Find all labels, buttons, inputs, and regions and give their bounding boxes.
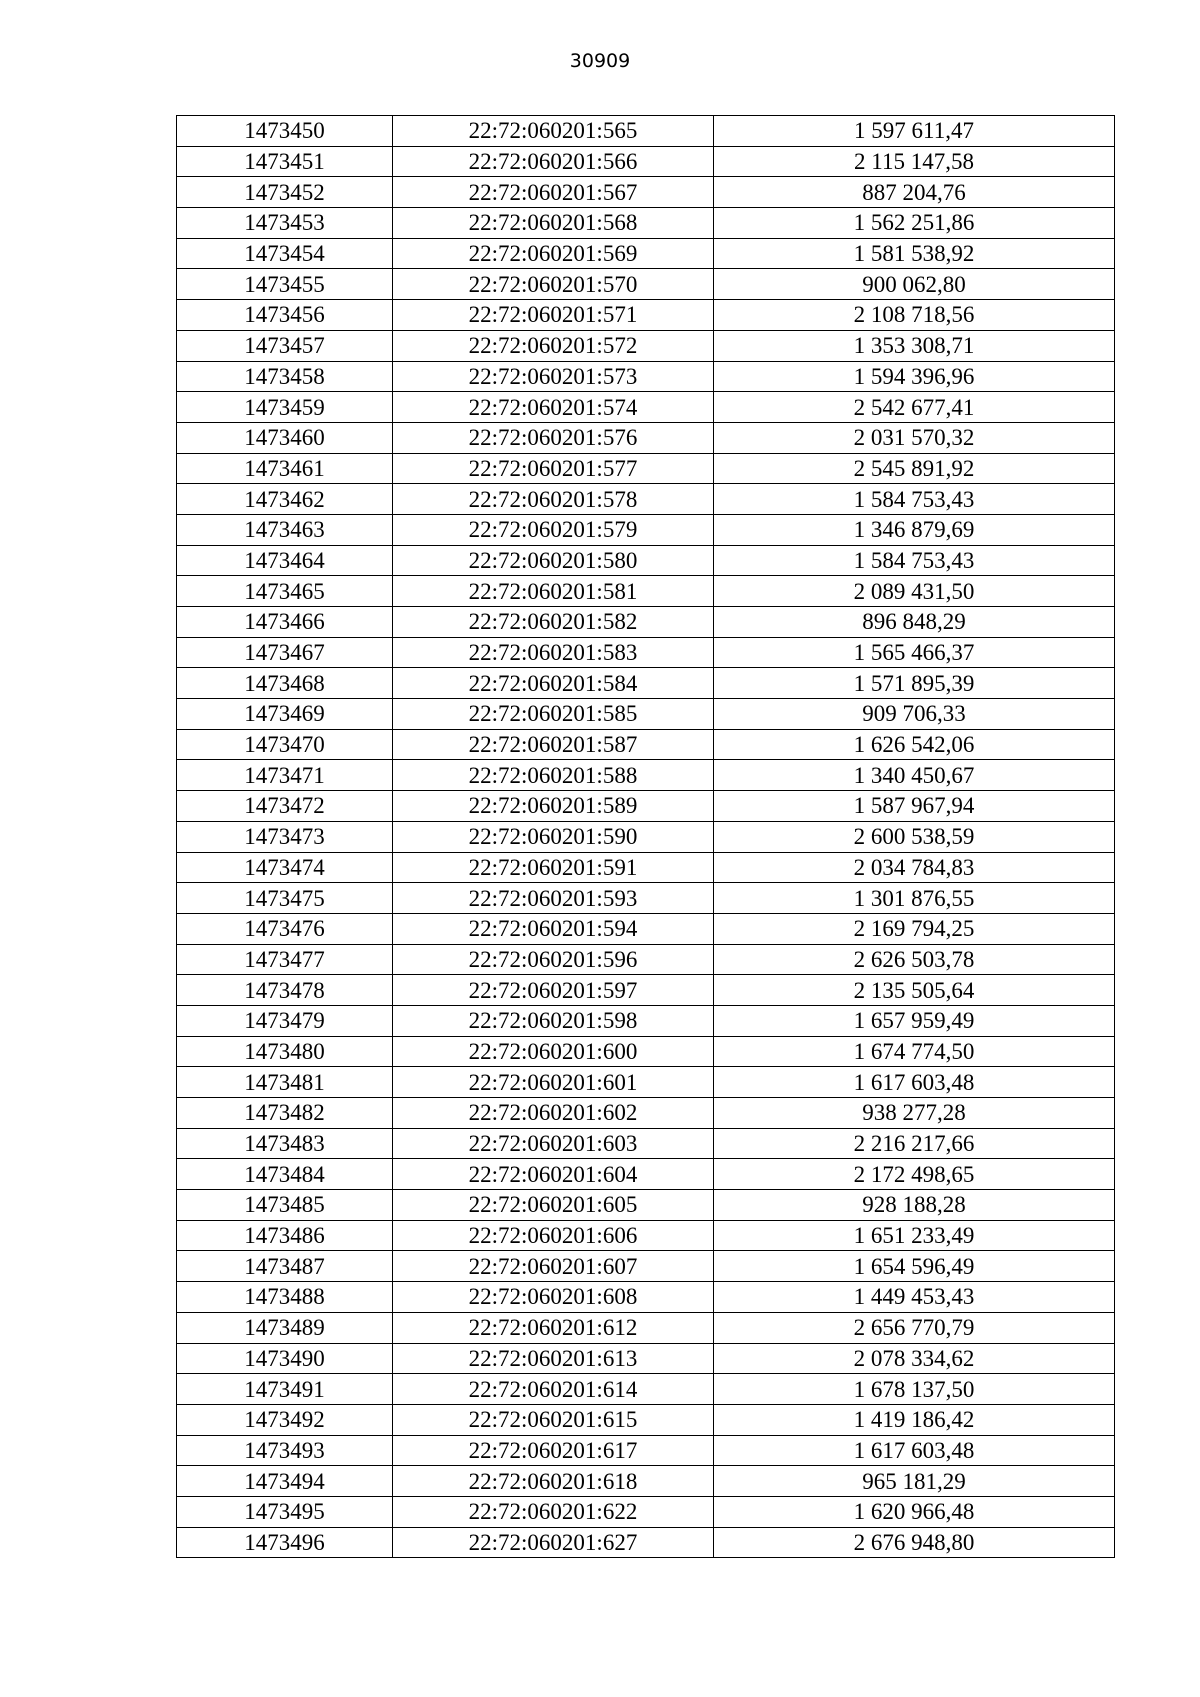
cadastral-number-cell: 22:72:060201:607 xyxy=(393,1251,714,1282)
cadastral-number-cell: 22:72:060201:612 xyxy=(393,1312,714,1343)
cadastral-value-cell: 2 108 718,56 xyxy=(714,300,1115,331)
cadastral-value-cell: 2 034 784,83 xyxy=(714,852,1115,883)
table-row xyxy=(177,821,1115,852)
row-number-cell: 1473458 xyxy=(177,361,393,392)
row-number-cell: 1473462 xyxy=(177,484,393,515)
cadastral-number-cell: 22:72:060201:566 xyxy=(393,146,714,177)
cadastral-value-cell: 1 587 967,94 xyxy=(714,791,1115,822)
table-body xyxy=(177,116,1115,1558)
cadastral-number-cell: 22:72:060201:577 xyxy=(393,453,714,484)
row-number-cell: 1473466 xyxy=(177,607,393,638)
cadastral-value-cell: 928 188,28 xyxy=(714,1190,1115,1221)
table-row xyxy=(177,116,1115,147)
table-row xyxy=(177,883,1115,914)
row-number-cell: 1473480 xyxy=(177,1036,393,1067)
table-row xyxy=(177,699,1115,730)
cadastral-number-cell: 22:72:060201:576 xyxy=(393,422,714,453)
table-row xyxy=(177,1159,1115,1190)
table-row xyxy=(177,1036,1115,1067)
cadastral-value-cell: 1 581 538,92 xyxy=(714,238,1115,269)
cadastral-value-cell: 1 346 879,69 xyxy=(714,514,1115,545)
table-row xyxy=(177,791,1115,822)
row-number-cell: 1473486 xyxy=(177,1220,393,1251)
cadastral-value-cell: 2 542 677,41 xyxy=(714,392,1115,423)
cadastral-number-cell: 22:72:060201:580 xyxy=(393,545,714,576)
table-row xyxy=(177,177,1115,208)
table-row xyxy=(177,484,1115,515)
cadastral-value-cell: 1 678 137,50 xyxy=(714,1374,1115,1405)
cadastral-number-cell: 22:72:060201:568 xyxy=(393,208,714,239)
row-number-cell: 1473478 xyxy=(177,975,393,1006)
cadastral-number-cell: 22:72:060201:593 xyxy=(393,883,714,914)
cadastral-number-cell: 22:72:060201:596 xyxy=(393,944,714,975)
cadastral-number-cell: 22:72:060201:582 xyxy=(393,607,714,638)
row-number-cell: 1473475 xyxy=(177,883,393,914)
cadastral-value-cell: 1 419 186,42 xyxy=(714,1404,1115,1435)
table-row xyxy=(177,238,1115,269)
row-number-cell: 1473483 xyxy=(177,1128,393,1159)
cadastral-number-cell: 22:72:060201:618 xyxy=(393,1466,714,1497)
table-row xyxy=(177,330,1115,361)
table-row xyxy=(177,668,1115,699)
row-number-cell: 1473468 xyxy=(177,668,393,699)
table-row xyxy=(177,607,1115,638)
cadastral-value-cell: 887 204,76 xyxy=(714,177,1115,208)
row-number-cell: 1473465 xyxy=(177,576,393,607)
cadastral-number-cell: 22:72:060201:567 xyxy=(393,177,714,208)
cadastral-number-cell: 22:72:060201:603 xyxy=(393,1128,714,1159)
cadastral-value-cell: 2 172 498,65 xyxy=(714,1159,1115,1190)
table-row xyxy=(177,760,1115,791)
cadastral-value-cell: 900 062,80 xyxy=(714,269,1115,300)
cadastral-number-cell: 22:72:060201:572 xyxy=(393,330,714,361)
table-row xyxy=(177,545,1115,576)
row-number-cell: 1473494 xyxy=(177,1466,393,1497)
cadastral-value-cell: 2 216 217,66 xyxy=(714,1128,1115,1159)
table-row xyxy=(177,1098,1115,1129)
cadastral-number-cell: 22:72:060201:614 xyxy=(393,1374,714,1405)
cadastral-value-cell: 1 674 774,50 xyxy=(714,1036,1115,1067)
table-row xyxy=(177,1128,1115,1159)
row-number-cell: 1473454 xyxy=(177,238,393,269)
cadastral-value-cell: 1 301 876,55 xyxy=(714,883,1115,914)
cadastral-number-cell: 22:72:060201:594 xyxy=(393,913,714,944)
cadastral-value-cell: 1 340 450,67 xyxy=(714,760,1115,791)
table-row xyxy=(177,1220,1115,1251)
cadastral-value-cell: 2 031 570,32 xyxy=(714,422,1115,453)
table-row xyxy=(177,1435,1115,1466)
cadastral-value-cell: 2 078 334,62 xyxy=(714,1343,1115,1374)
row-number-cell: 1473456 xyxy=(177,300,393,331)
cadastral-value-cell: 1 449 453,43 xyxy=(714,1282,1115,1313)
cadastral-value-cell: 1 617 603,48 xyxy=(714,1067,1115,1098)
row-number-cell: 1473453 xyxy=(177,208,393,239)
table-row xyxy=(177,913,1115,944)
cadastral-number-cell: 22:72:060201:581 xyxy=(393,576,714,607)
cadastral-value-cell: 2 115 147,58 xyxy=(714,146,1115,177)
row-number-cell: 1473492 xyxy=(177,1404,393,1435)
cadastral-number-cell: 22:72:060201:602 xyxy=(393,1098,714,1129)
row-number-cell: 1473451 xyxy=(177,146,393,177)
row-number-cell: 1473463 xyxy=(177,514,393,545)
cadastral-number-cell: 22:72:060201:578 xyxy=(393,484,714,515)
cadastral-value-cell: 2 135 505,64 xyxy=(714,975,1115,1006)
cadastral-value-cell: 2 656 770,79 xyxy=(714,1312,1115,1343)
table-row xyxy=(177,1466,1115,1497)
table-row xyxy=(177,975,1115,1006)
table-row xyxy=(177,1343,1115,1374)
cadastral-number-cell: 22:72:060201:617 xyxy=(393,1435,714,1466)
cadastral-value-cell: 1 562 251,86 xyxy=(714,208,1115,239)
row-number-cell: 1473455 xyxy=(177,269,393,300)
row-number-cell: 1473473 xyxy=(177,821,393,852)
table-row xyxy=(177,208,1115,239)
cadastral-number-cell: 22:72:060201:606 xyxy=(393,1220,714,1251)
row-number-cell: 1473459 xyxy=(177,392,393,423)
table-row xyxy=(177,729,1115,760)
cadastral-value-cell: 1 654 596,49 xyxy=(714,1251,1115,1282)
row-number-cell: 1473493 xyxy=(177,1435,393,1466)
cadastral-value-cell: 1 353 308,71 xyxy=(714,330,1115,361)
row-number-cell: 1473491 xyxy=(177,1374,393,1405)
cadastral-value-cell: 1 657 959,49 xyxy=(714,1005,1115,1036)
row-number-cell: 1473485 xyxy=(177,1190,393,1221)
row-number-cell: 1473471 xyxy=(177,760,393,791)
cadastral-number-cell: 22:72:060201:570 xyxy=(393,269,714,300)
row-number-cell: 1473450 xyxy=(177,116,393,147)
table-row xyxy=(177,453,1115,484)
row-number-cell: 1473457 xyxy=(177,330,393,361)
cadastral-value-cell: 1 565 466,37 xyxy=(714,637,1115,668)
cadastral-number-cell: 22:72:060201:597 xyxy=(393,975,714,1006)
cadastral-value-cell: 1 584 753,43 xyxy=(714,484,1115,515)
row-number-cell: 1473488 xyxy=(177,1282,393,1313)
cadastral-number-cell: 22:72:060201:585 xyxy=(393,699,714,730)
row-number-cell: 1473460 xyxy=(177,422,393,453)
table-row xyxy=(177,422,1115,453)
cadastral-number-cell: 22:72:060201:613 xyxy=(393,1343,714,1374)
cadastral-value-cell: 1 617 603,48 xyxy=(714,1435,1115,1466)
cadastral-number-cell: 22:72:060201:589 xyxy=(393,791,714,822)
row-number-cell: 1473452 xyxy=(177,177,393,208)
row-number-cell: 1473489 xyxy=(177,1312,393,1343)
cadastral-number-cell: 22:72:060201:579 xyxy=(393,514,714,545)
cadastral-value-cell: 2 089 431,50 xyxy=(714,576,1115,607)
row-number-cell: 1473472 xyxy=(177,791,393,822)
cadastral-number-cell: 22:72:060201:627 xyxy=(393,1527,714,1558)
table-row xyxy=(177,1282,1115,1313)
cadastral-value-cell: 1 594 396,96 xyxy=(714,361,1115,392)
table-row xyxy=(177,361,1115,392)
row-number-cell: 1473496 xyxy=(177,1527,393,1558)
table-row xyxy=(177,1067,1115,1098)
row-number-cell: 1473484 xyxy=(177,1159,393,1190)
cadastral-number-cell: 22:72:060201:598 xyxy=(393,1005,714,1036)
row-number-cell: 1473490 xyxy=(177,1343,393,1374)
table-row xyxy=(177,146,1115,177)
table-row xyxy=(177,1190,1115,1221)
cadastral-value-cell: 896 848,29 xyxy=(714,607,1115,638)
table-row xyxy=(177,1527,1115,1558)
row-number-cell: 1473482 xyxy=(177,1098,393,1129)
row-number-cell: 1473467 xyxy=(177,637,393,668)
cadastral-number-cell: 22:72:060201:571 xyxy=(393,300,714,331)
table-row xyxy=(177,1496,1115,1527)
row-number-cell: 1473479 xyxy=(177,1005,393,1036)
row-number-cell: 1473487 xyxy=(177,1251,393,1282)
row-number-cell: 1473495 xyxy=(177,1496,393,1527)
cadastral-value-cell: 2 169 794,25 xyxy=(714,913,1115,944)
row-number-cell: 1473476 xyxy=(177,913,393,944)
table-row xyxy=(177,269,1115,300)
cadastral-value-cell: 1 584 753,43 xyxy=(714,545,1115,576)
table-row xyxy=(177,514,1115,545)
cadastral-number-cell: 22:72:060201:604 xyxy=(393,1159,714,1190)
row-number-cell: 1473474 xyxy=(177,852,393,883)
cadastral-value-cell: 2 600 538,59 xyxy=(714,821,1115,852)
cadastral-number-cell: 22:72:060201:587 xyxy=(393,729,714,760)
row-number-cell: 1473477 xyxy=(177,944,393,975)
cadastral-number-cell: 22:72:060201:600 xyxy=(393,1036,714,1067)
cadastral-value-cell: 938 277,28 xyxy=(714,1098,1115,1129)
row-number-cell: 1473470 xyxy=(177,729,393,760)
cadastral-number-cell: 22:72:060201:605 xyxy=(393,1190,714,1221)
row-number-cell: 1473481 xyxy=(177,1067,393,1098)
cadastral-number-cell: 22:72:060201:615 xyxy=(393,1404,714,1435)
cadastral-number-cell: 22:72:060201:584 xyxy=(393,668,714,699)
row-number-cell: 1473461 xyxy=(177,453,393,484)
table-row xyxy=(177,576,1115,607)
cadastral-number-cell: 22:72:060201:569 xyxy=(393,238,714,269)
cadastral-value-cell: 1 651 233,49 xyxy=(714,1220,1115,1251)
cadastral-number-cell: 22:72:060201:588 xyxy=(393,760,714,791)
table-row xyxy=(177,1374,1115,1405)
cadastral-number-cell: 22:72:060201:608 xyxy=(393,1282,714,1313)
cadastral-value-table xyxy=(176,115,1115,1558)
row-number-cell: 1473469 xyxy=(177,699,393,730)
cadastral-number-cell: 22:72:060201:590 xyxy=(393,821,714,852)
cadastral-value-cell: 2 626 503,78 xyxy=(714,944,1115,975)
table-row xyxy=(177,392,1115,423)
cadastral-value-cell: 1 597 611,47 xyxy=(714,116,1115,147)
cadastral-value-cell: 2 545 891,92 xyxy=(714,453,1115,484)
cadastral-number-cell: 22:72:060201:565 xyxy=(393,116,714,147)
cadastral-number-cell: 22:72:060201:622 xyxy=(393,1496,714,1527)
cadastral-number-cell: 22:72:060201:573 xyxy=(393,361,714,392)
table-row xyxy=(177,1312,1115,1343)
table-row xyxy=(177,637,1115,668)
cadastral-value-cell: 1 571 895,39 xyxy=(714,668,1115,699)
table-row xyxy=(177,1005,1115,1036)
table-row xyxy=(177,1251,1115,1282)
row-number-cell: 1473464 xyxy=(177,545,393,576)
table-row xyxy=(177,944,1115,975)
cadastral-number-cell: 22:72:060201:574 xyxy=(393,392,714,423)
cadastral-number-cell: 22:72:060201:601 xyxy=(393,1067,714,1098)
cadastral-value-cell: 1 626 542,06 xyxy=(714,729,1115,760)
cadastral-value-cell: 1 620 966,48 xyxy=(714,1496,1115,1527)
cadastral-number-cell: 22:72:060201:591 xyxy=(393,852,714,883)
table-row xyxy=(177,852,1115,883)
page-number: 30909 xyxy=(569,50,631,72)
cadastral-value-cell: 2 676 948,80 xyxy=(714,1527,1115,1558)
table-row xyxy=(177,1404,1115,1435)
cadastral-value-cell: 965 181,29 xyxy=(714,1466,1115,1497)
cadastral-number-cell: 22:72:060201:583 xyxy=(393,637,714,668)
table-row xyxy=(177,300,1115,331)
cadastral-value-cell: 909 706,33 xyxy=(714,699,1115,730)
